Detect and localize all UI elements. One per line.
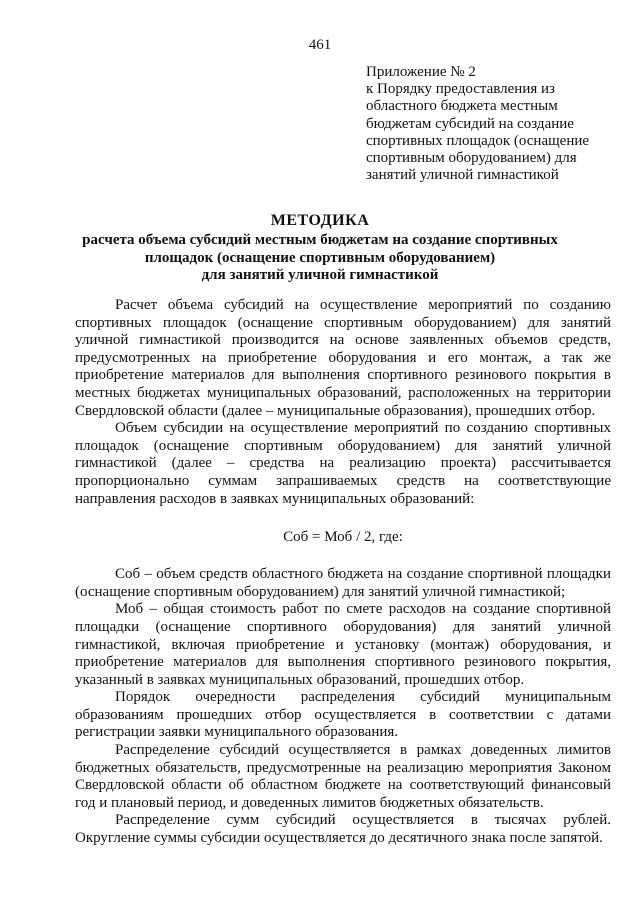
- document-subtitle: [60, 232, 580, 285]
- formula: Соб = Моб / 2, где:: [283, 529, 403, 546]
- subtitle-line: для занятий уличной гимнастикой: [201, 267, 439, 283]
- appendix-line: спортивных площадок (оснащение: [366, 132, 590, 149]
- appendix-header: [366, 64, 626, 184]
- subtitle-line: площадок (оснащение спортивным оборудованием): [144, 249, 496, 266]
- paragraph-mob-definition: Моб – общая стоимость работ по смете расходов на создание спортивной площадки (оснащение спортивного оборудования) для занятий уличной гимнастикой, включая приобретение и установку (монтаж) оборудования, и приобретение материалов для выполнения спортивного резинового покрытия, указанный в заявках муниципальных образований, прошедших отбор.: [75, 601, 611, 688]
- appendix-line: областного бюджета местным: [366, 98, 558, 115]
- page-number: 461: [308, 37, 332, 53]
- paragraph-distribution-limits: Распределение субсидий осуществляется в рамках доведенных лимитов бюджетных обязательств, предусмотренные на реализацию мероприятия Законом Свердловской области об областном бюджете на соответствующий финансовый год и плановый период, и доведенных лимитов бюджетных обязательств.: [75, 742, 611, 811]
- paragraph-subsidy-volume: Объем субсидии на осуществление мероприятий по созданию спортивных площадок (оснащение спортивным оборудованием) для занятий уличной гимнастикой (далее – средства на реализацию проекта) рассчитывается пропорционально суммам запрашиваемых средств на соответствующие направления расходов в заявках муниципальных образований:: [75, 420, 611, 507]
- document-body: [75, 297, 611, 848]
- paragraph-sob-definition: Соб – объем средств областного бюджета на создание спортивной площадки (оснащение спортивным оборудованием) для занятий уличной гимнастикой;: [75, 566, 611, 600]
- subtitle-line: расчета объема субсидий местным бюджетам на создание спортивных: [82, 232, 558, 248]
- paragraph-calculation-basis: Расчет объема субсидий на осуществление мероприятий по созданию спортивных площадок (оснащение спортивным оборудованием) для занятий уличной гимнастикой производится на основе заявленных объемов средств, предусмотренных на приобретение оборудования и его монтаж, а так же приобретение материалов для выполнения спортивного резинового покрытия в местных бюджетах муниципальных образований, расположенных на территории Свердловской области (далее – муниципальные образования), прошедших отбор.: [75, 297, 611, 419]
- paragraph-distribution-order: Порядок очередности распределения субсидий муниципальным образованиям прошедших отбор осуществляется в соответствии с датами регистрации заявки муниципального образования.: [75, 689, 611, 741]
- appendix-line: Приложение № 2: [366, 64, 476, 80]
- paragraph-rounding: Распределение сумм субсидий осуществляется в тысячах рублей. Округление суммы субсидии осуществляется до десятичного знака после запятой.: [75, 812, 611, 847]
- appendix-line: занятий уличной гимнастикой: [366, 167, 559, 184]
- document-title: МЕТОДИКА: [270, 212, 370, 229]
- appendix-line: спортивным оборудованием) для: [366, 150, 577, 167]
- appendix-line: бюджетам субсидий на создание: [366, 115, 574, 132]
- appendix-line: к Порядку предоставления из: [366, 81, 555, 98]
